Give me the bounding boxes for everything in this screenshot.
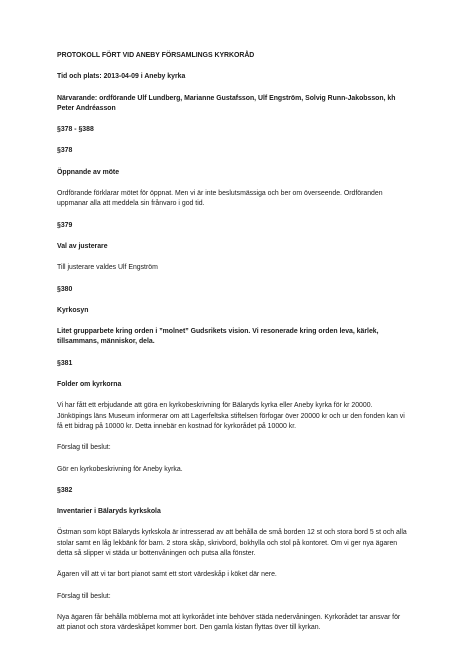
section-text: Östman som köpt Bälaryds kyrkskola är intresserad av att behålla de små borden 12 st och stora bord 5 st och alla stolar samt en låg lekbänk för barn. 2 stora skåp, skrivbord, bokhylla och stol på kontoret. Om vi ger nya ägaren detta så slipper vi städa ur bottenvåningen och putsa alla fönster. <box>57 529 407 558</box>
document-title: PROTOKOLL FÖRT VID ANEBY FÖRSAMLINGS KYRKORÅD <box>57 52 255 59</box>
attendees: Närvarande: ordförande Ulf Lundberg, Marianne Gustafsson, Ulf Engström, Solvig Runn-Jakobsson, kh Peter Andréasson <box>57 94 396 112</box>
time-and-place: Tid och plats: 2013-04-09 i Aneby kyrka <box>57 73 186 81</box>
proposal-text: Nya ägaren får behålla möblerna mot att kyrkorådet inte behöver städa nedervåningen. Kyrkorådet tar ansvar för att pianot och stora värdeskåpet kommer bort. Den gamla kistan flyttas över till kyrkan. <box>57 613 401 632</box>
document-body <box>57 51 409 645</box>
section-text: Ordförande förklarar mötet för öppnat. Men vi är inte beslutsmässiga och ber om överseende. Ordföranden uppmanar alla att meddela sin frånvaro i god tid. <box>57 190 383 208</box>
section-number: §380 <box>57 285 73 293</box>
section-heading: Folder om kyrkorna <box>57 381 122 389</box>
section-number: §381 <box>57 359 73 367</box>
section-number: §379 <box>57 221 73 229</box>
section-text-continued: Ägaren vill att vi tar bort pianot samt ett stort värdeskåp i köket där nere. <box>57 571 277 579</box>
section-text: Litet grupparbete kring orden i ”molnet” Gudsrikets vision. Vi resonerade kring orden leva, kärlek, tillsammans, människor, dela. <box>57 328 379 346</box>
proposal-label: Förslag till beslut: <box>57 444 111 452</box>
section-heading: Kyrkosyn <box>57 306 89 314</box>
section-text: Till justerare valdes Ulf Engström <box>57 264 158 272</box>
section-number: §378 <box>57 147 73 155</box>
section-heading: Öppnande av möte <box>57 168 120 176</box>
section-text: Vi har fått ett erbjudande att göra en kyrkobeskrivning för Bälaryds kyrka eller Aneby kyrka för kr 20000. Jönköpings läns Museum informerar om att Lagerfeltska stiftelsen förfogar över 20000 kr och ur den fonden kan vi få ett bidrag på 10000 kr. Detta innebär en kostnad för kyrkorådet på 10000 kr. <box>57 402 405 430</box>
paragraph-range: §378 - §388 <box>57 126 94 134</box>
proposal-label: Förslag till beslut: <box>57 592 111 600</box>
section-heading: Val av justerare <box>57 242 108 250</box>
section-heading: Inventarier i Bälaryds kyrkskola <box>57 508 161 516</box>
section-number: §382 <box>57 486 73 494</box>
proposal-text: Gör en kyrkobeskrivning för Aneby kyrka. <box>57 465 183 473</box>
